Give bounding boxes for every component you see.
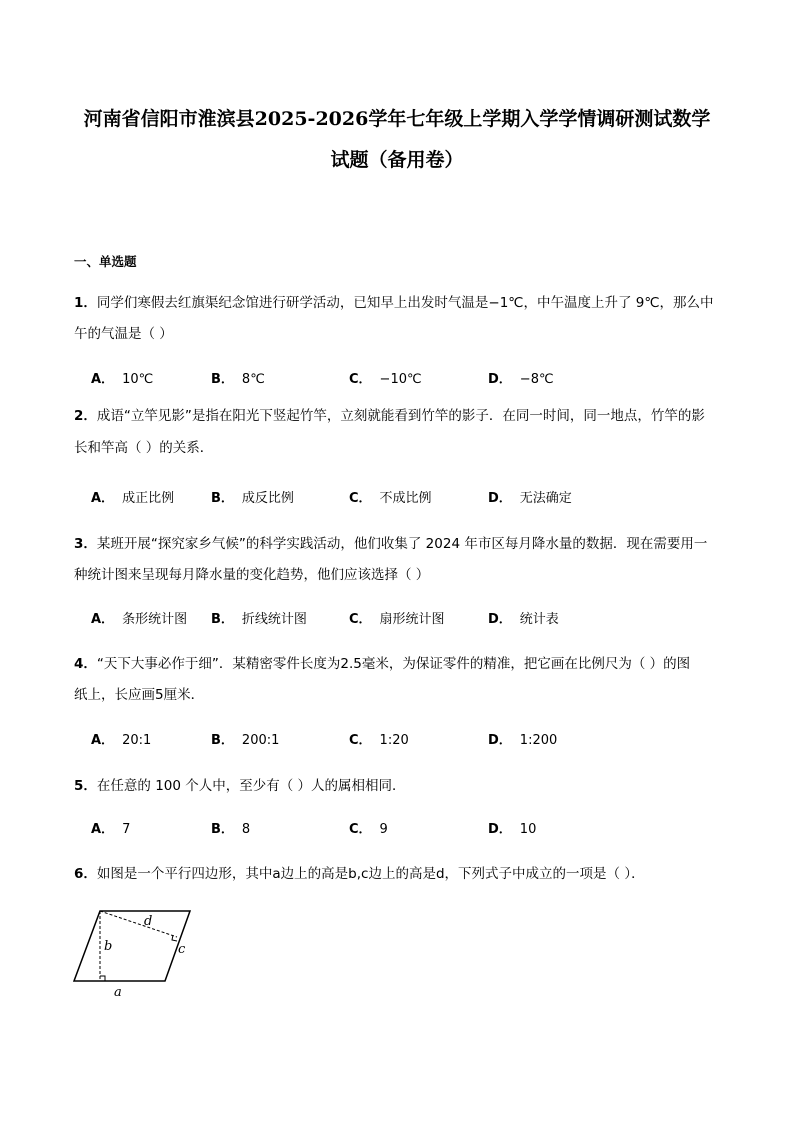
- option-value: 成反比例: [241, 491, 294, 506]
- question-text: 午的气温是（ ）: [74, 326, 173, 342]
- label-a: a: [114, 985, 122, 1000]
- option-key: C．: [349, 612, 372, 627]
- option-key: D．: [488, 372, 512, 387]
- question-number: 1．: [74, 295, 97, 311]
- option-value: 200:1: [241, 733, 280, 748]
- option-value: 1:200: [519, 733, 558, 748]
- question-number: 4．: [74, 656, 97, 672]
- option-key: A．: [91, 491, 115, 506]
- option-key: C．: [349, 491, 372, 506]
- option-value: 10℃: [122, 372, 154, 387]
- question-text: 纸上，长应画5厘米．: [74, 687, 205, 703]
- height-d: [100, 911, 177, 937]
- question-text: 成语“立竿见影”是指在阳光下竖起竹竿，立刻就能看到竹竿的影子．在同一时间，同一地点，竹竿的影: [96, 408, 705, 424]
- option-value: 不成比例: [379, 491, 432, 506]
- option-value: −8℃: [519, 372, 554, 387]
- option-key: B．: [211, 491, 234, 506]
- section-heading: 一、单选题: [74, 254, 137, 269]
- option-value: 1:20: [379, 733, 409, 748]
- option-key: D．: [488, 822, 512, 837]
- question-text: 长和竿高（ ）的关系．: [74, 440, 214, 456]
- option-key: D．: [488, 612, 512, 627]
- option-value: −10℃: [379, 372, 422, 387]
- option-key: A．: [91, 372, 115, 387]
- option-key: B．: [211, 733, 234, 748]
- option-key: D．: [488, 491, 512, 506]
- option-value: 20:1: [122, 733, 152, 748]
- option-value: 8℃: [241, 372, 265, 387]
- label-b: b: [104, 939, 113, 954]
- option-key: A．: [91, 822, 115, 837]
- question-text: 如图是一个平行四边形，其中a边上的高是b,c边上的高是d，下列式子中成立的一项是（ ）．: [96, 866, 645, 882]
- option-value: 统计表: [519, 612, 559, 627]
- option-key: D．: [488, 733, 512, 748]
- question-text: 同学们寒假去红旗渠纪念馆进行研学活动，已知早上出发时气温是−1℃，中午温度上升了 9℃，那么中: [96, 295, 714, 311]
- question-number: 6．: [74, 866, 97, 882]
- option-value: 9: [379, 822, 388, 837]
- option-key: C．: [349, 733, 372, 748]
- option-value: 无法确定: [519, 491, 572, 506]
- option-value: 扇形统计图: [379, 612, 445, 627]
- option-key: B．: [211, 372, 234, 387]
- question-number: 5．: [74, 778, 97, 794]
- question-number: 3．: [74, 536, 97, 552]
- question-text: 某班开展“探究家乡气候”的科学实践活动，他们收集了 2024 年市区每月降水量的数据．现在需要用一: [96, 536, 708, 552]
- option-value: 成正比例: [122, 491, 175, 506]
- option-value: 折线统计图: [241, 612, 307, 627]
- parallelogram: [74, 911, 190, 981]
- question-text: 种统计图来呈现每月降水量的变化趋势，他们应该选择（ ）: [74, 567, 430, 583]
- label-d: d: [144, 914, 153, 929]
- option-value: 7: [122, 822, 131, 837]
- option-key: B．: [211, 612, 234, 627]
- option-value: 10: [519, 822, 537, 837]
- doc-title-line1: 河南省信阳市淮滨县2025-2026学年七年级上学期入学学情调研测试数学: [83, 108, 711, 130]
- question-text: 在任意的 100 个人中，至少有（ ）人的属相相同．: [96, 778, 406, 794]
- option-key: A．: [91, 612, 115, 627]
- option-value: 8: [241, 822, 251, 837]
- option-key: B．: [211, 822, 234, 837]
- option-value: 条形统计图: [122, 612, 188, 627]
- label-c: c: [178, 942, 186, 957]
- question-number: 2．: [74, 408, 97, 424]
- option-key: C．: [349, 822, 372, 837]
- doc-title-line2: 试题（备用卷）: [330, 149, 464, 171]
- right-angle-mark: [172, 935, 177, 941]
- option-key: C．: [349, 372, 372, 387]
- option-key: A．: [91, 733, 115, 748]
- question-text: “天下大事必作于细”．某精密零件长度为2.5毫米，为保证零件的精准，把它画在比例尺为（ ）的图: [96, 656, 691, 672]
